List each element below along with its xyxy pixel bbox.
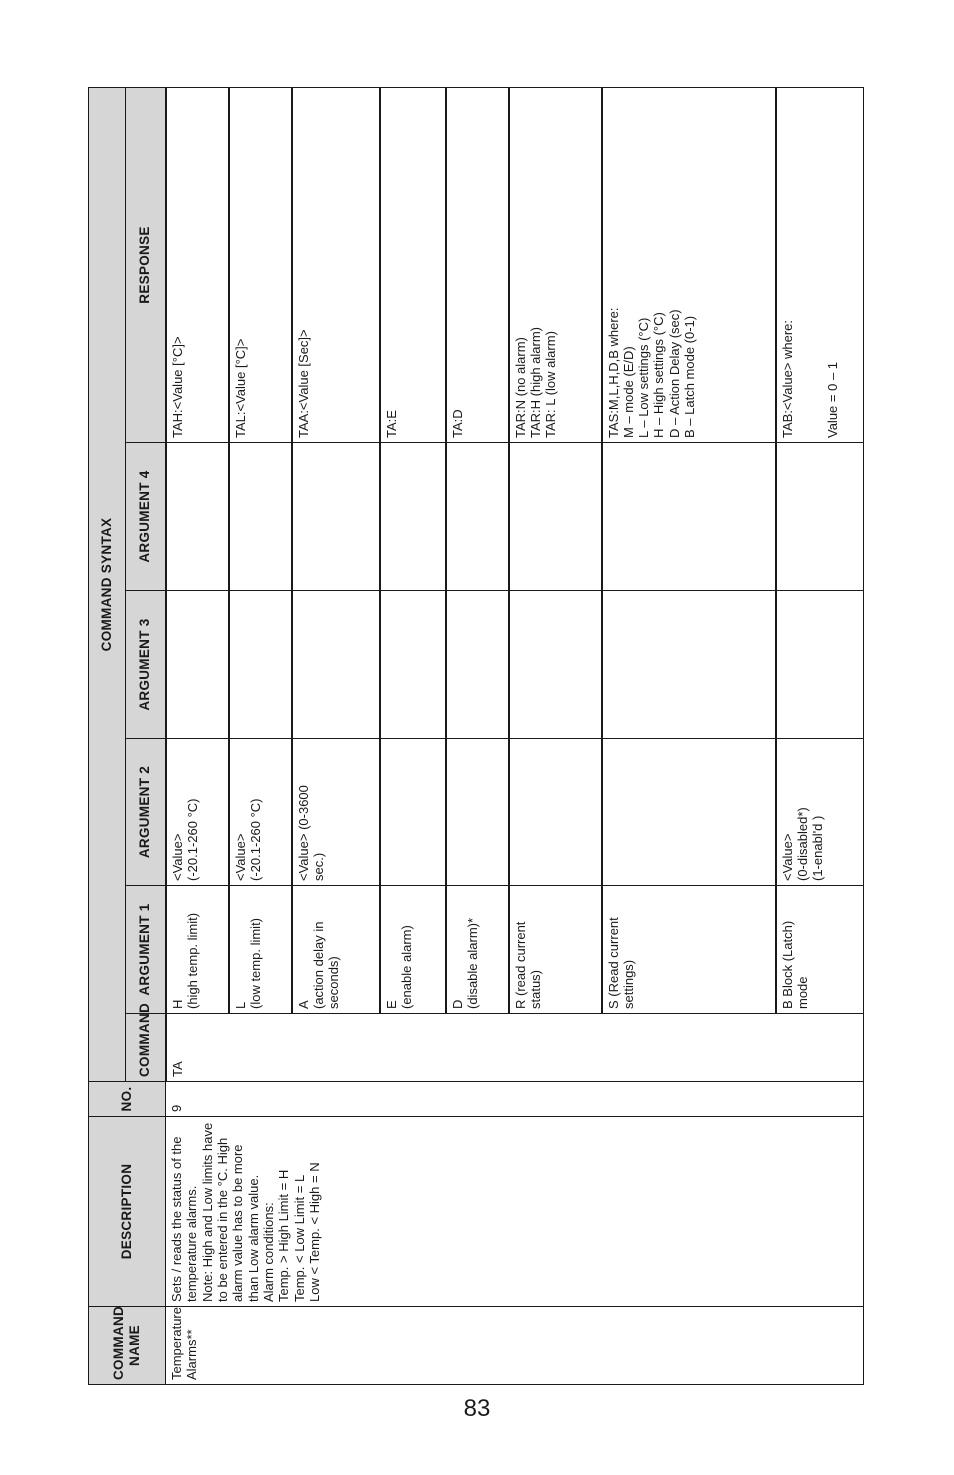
argument-3-cell — [509, 591, 602, 739]
argument-3-cell — [229, 591, 292, 739]
table-row — [166, 87, 229, 1384]
argument-1-cell: B Block (Latch) mode — [776, 886, 864, 1014]
argument-1-cell: E (enable alarm) — [380, 886, 446, 1014]
argument-1-cell: H (high temp. limit) — [166, 886, 229, 1014]
argument-2-cell — [446, 739, 509, 886]
argument-4-cell — [166, 443, 229, 591]
header-command-syntax: COMMAND SYNTAX — [89, 87, 126, 1081]
command-cell: TA — [166, 1014, 864, 1082]
argument-4-cell — [229, 443, 292, 591]
header-no: NO. — [89, 1082, 166, 1117]
argument-2-cell: <Value> (0-disabled*) (1-enabl'd ) — [776, 739, 864, 886]
argument-2-cell: <Value> (-20.1-260 °C) — [166, 739, 229, 886]
argument-4-cell — [446, 443, 509, 591]
argument-2-cell: <Value> (0-3600 sec.) — [292, 739, 380, 886]
response-cell: TAR:N (no alarm) TAR:H (high alarm) TAR: L (low alarm) — [509, 87, 602, 442]
argument-2-cell — [380, 739, 446, 886]
argument-1-cell: L (low temp. limit) — [229, 886, 292, 1014]
argument-3-cell — [380, 591, 446, 739]
argument-2-cell — [509, 739, 602, 886]
page-number: 83 — [463, 1395, 491, 1422]
header-description: DESCRIPTION — [89, 1117, 166, 1307]
header-response: RESPONSE — [126, 87, 166, 442]
header-argument-2: ARGUMENT 2 — [126, 739, 166, 886]
response-cell: TA:D — [446, 87, 509, 442]
argument-3-cell — [166, 591, 229, 739]
response-cell: TAH:<Value [°C]> — [166, 87, 229, 442]
header-argument-1: ARGUMENT 1 — [126, 886, 166, 1014]
argument-3-cell — [292, 591, 380, 739]
argument-4-cell — [509, 443, 602, 591]
response-cell: TAS:M,L,H,D,B where: M – mode (E/D) L – Low settings (°C) H – High settings (°C) D – Action Delay (sec) B – Latch mode (0-1) — [602, 87, 776, 442]
argument-2-cell: <Value> (-20.1-260 °C) — [229, 739, 292, 886]
argument-3-cell — [602, 591, 776, 739]
response-cell: TAA:<Value [Sec]> — [292, 87, 380, 442]
response-cell: TAB:<Value> where: Value = 0 – 1 — [776, 87, 864, 442]
argument-4-cell — [602, 443, 776, 591]
header-command: COMMAND — [126, 1014, 166, 1082]
argument-3-cell — [776, 591, 864, 739]
header-argument-3: ARGUMENT 3 — [126, 591, 166, 739]
argument-2-cell — [602, 739, 776, 886]
command-name-cell: Temperature Alarms** — [166, 1307, 864, 1385]
argument-1-cell: A (action delay in seconds) — [292, 886, 380, 1014]
rotated-page-content — [88, 88, 863, 1385]
header-command-name: COMMAND NAME — [89, 1307, 166, 1385]
argument-4-cell — [292, 443, 380, 591]
response-cell: TAL:<Value [°C]> — [229, 87, 292, 442]
argument-3-cell — [446, 591, 509, 739]
argument-1-cell: S (Read current settings) — [602, 886, 776, 1014]
no-cell: 9 — [166, 1082, 864, 1117]
argument-4-cell — [776, 443, 864, 591]
description-cell: Sets / reads the status of the temperature alarms. Note: High and Low limits have to be entered in the °C. High alarm value has to be more than Low alarm value. Alarm conditions: Temp. > High Limit = H Temp. < Low Limit = L Low < Temp. < High = N — [166, 1117, 864, 1307]
response-cell: TA:E — [380, 87, 446, 442]
header-argument-4: ARGUMENT 4 — [126, 443, 166, 591]
command-table — [88, 87, 864, 1385]
argument-1-cell: D (disable alarm)* — [446, 886, 509, 1014]
argument-1-cell: R (read current status) — [509, 886, 602, 1014]
argument-4-cell — [380, 443, 446, 591]
